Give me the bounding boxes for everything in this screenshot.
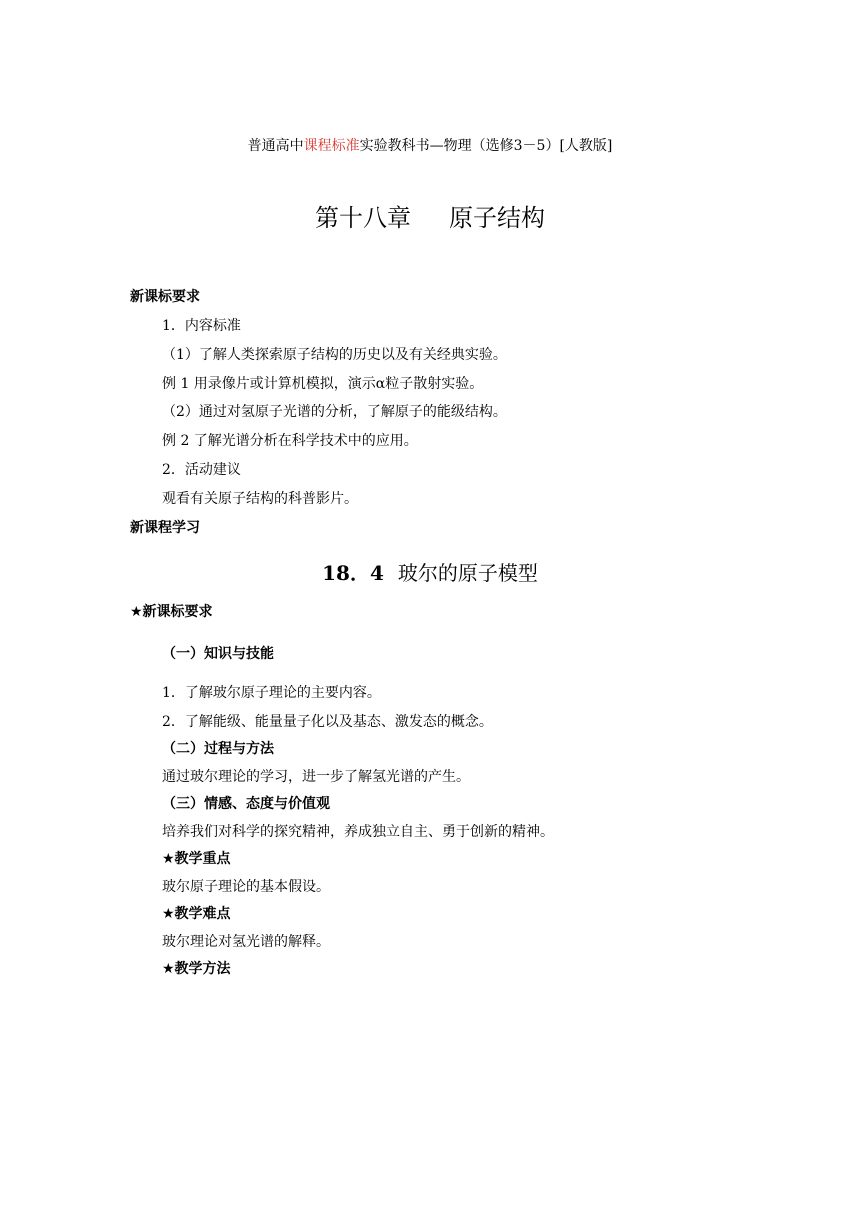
content-standard-heading: 1．内容标准 [162,318,241,334]
section-title [0,559,860,587]
chapter-title [0,202,860,234]
section-number: 18．4 [322,561,384,585]
attitude-heading: （三）情感、态度与价值观 [162,796,330,812]
section-name: 玻尔的原子模型 [397,561,538,585]
activity-heading: 2．活动建议 [162,462,241,478]
chapter-number: 第十八章 [315,204,411,232]
content-standard-item-1: （1）了解人类探索原子结构的历史以及有关经典实验。 [162,347,507,363]
focus-heading: ★教学重点 [162,851,231,867]
header-highlight: 课程标准 [303,138,360,154]
knowledge-item-1: 1．了解玻尔原子理论的主要内容。 [162,685,381,701]
content-standard-item-2: （2）通过对氢原子光谱的分析，了解原子的能级结构。 [162,404,507,420]
document-header [0,137,860,155]
study-heading: 新课程学习 [130,520,200,536]
process-heading: （二）过程与方法 [162,741,274,757]
example-2: 例 2 了解光谱分析在科学技术中的应用。 [162,433,418,449]
attitude-text: 培养我们对科学的探究精神，养成独立自主、勇于创新的精神。 [162,824,554,840]
chapter-name: 原子结构 [449,204,545,232]
difficulty-text: 玻尔理论对氢光谱的解释。 [162,934,330,950]
activity-text: 观看有关原子结构的科普影片。 [162,491,358,507]
knowledge-heading: （一）知识与技能 [162,646,274,662]
header-prefix: 普通高中 [247,138,304,154]
section-requirements-heading: ★新课标要求 [130,604,213,620]
difficulty-heading: ★教学难点 [162,906,231,922]
header-suffix: 实验教科书—物理（选修3－5）[人教版] [359,138,613,154]
method-heading: ★教学方法 [162,961,231,977]
example-1: 例 1 用录像片或计算机模拟，演示α粒子散射实验。 [162,376,484,392]
requirements-heading: 新课标要求 [130,289,200,305]
knowledge-item-2: 2．了解能级、能量量子化以及基态、激发态的概念。 [162,714,493,730]
focus-text: 玻尔原子理论的基本假设。 [162,879,330,895]
process-text: 通过玻尔理论的学习，进一步了解氢光谱的产生。 [162,769,470,785]
